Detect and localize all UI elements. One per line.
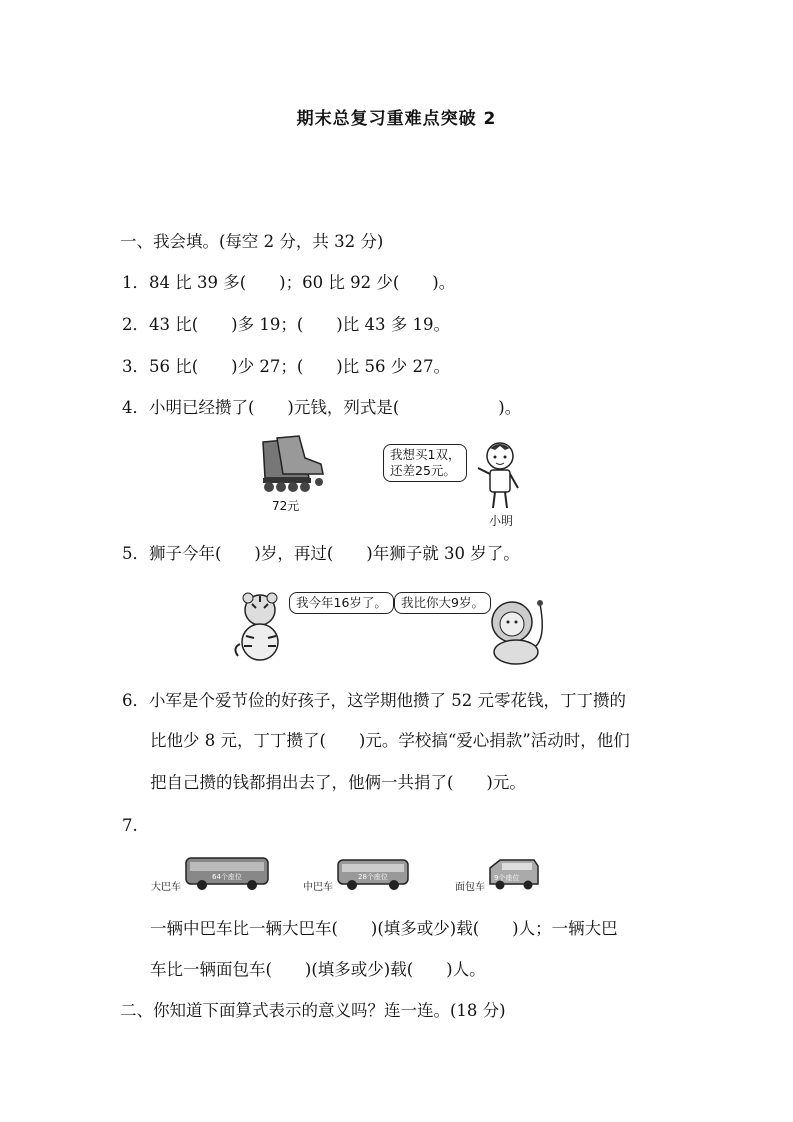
question-6-line-3: 把自己攒的钱都捐出去了，他俩一共捐了( )元。	[150, 773, 526, 792]
question-1: 1．84 比 39 多( )；60 比 92 少( )。	[122, 273, 456, 292]
question-2: 2．43 比( )多 19；( )比 43 多 19。	[122, 315, 450, 334]
vehicle-label-medium-bus: 中巴车	[303, 882, 333, 893]
tiger-image	[230, 590, 292, 666]
vehicle-label-van: 面包车	[455, 882, 485, 893]
skates-price: 72元	[272, 499, 300, 513]
question-5: 5．狮子今年( )岁，再过( )年狮子就 30 岁了。	[122, 544, 520, 563]
medium-bus-image	[336, 856, 412, 892]
xiaoming-boy-image	[470, 438, 530, 513]
van-seats: 9个座位	[494, 874, 520, 882]
question-4: 4．小明已经攒了( )元钱，列式是( )。	[122, 398, 522, 417]
question-7-number: 7.	[122, 816, 138, 835]
xiaoming-name-label: 小明	[489, 514, 514, 528]
lion-speech-bubble: 我比你大9岁。	[394, 592, 491, 614]
medium-bus-seats: 28个座位	[358, 873, 388, 881]
lion-image	[486, 596, 548, 666]
big-bus-image	[184, 855, 272, 891]
question-3: 3．56 比( )少 27；( )比 56 少 27。	[122, 357, 450, 376]
section1-heading: 一、我会填。(每空 2 分，共 32 分)	[120, 232, 384, 251]
big-bus-seats: 64个座位	[212, 873, 242, 881]
question-7-line-1: 一辆中巴车比一辆大巴车( )(填多或少)载( )人；一辆大巴	[150, 919, 618, 938]
speech-line-2: 还差25元。	[390, 463, 456, 478]
question-6-line-2: 比他少 8 元，丁丁攒了( )元。学校搞“爱心捐款”活动时，他们	[150, 731, 630, 750]
section2-heading: 二、你知道下面算式表示的意义吗？连一连。(18 分)	[120, 1001, 506, 1020]
vehicle-label-big-bus: 大巴车	[151, 882, 181, 893]
xiaoming-speech-bubble	[383, 444, 467, 482]
speech-line-1: 我想买1双，	[390, 447, 461, 462]
tiger-speech-bubble: 我今年16岁了。	[289, 592, 394, 614]
question-7-line-2: 车比一辆面包车( )(填多或少)载( )人。	[150, 960, 486, 979]
roller-skates-image	[255, 432, 335, 494]
question-6-line-1: 6．小军是个爱节俭的好孩子，这学期他攒了 52 元零花钱，丁丁攒的	[122, 691, 626, 710]
van-image	[486, 856, 542, 892]
page-title: 期末总复习重难点突破 2	[296, 109, 497, 129]
